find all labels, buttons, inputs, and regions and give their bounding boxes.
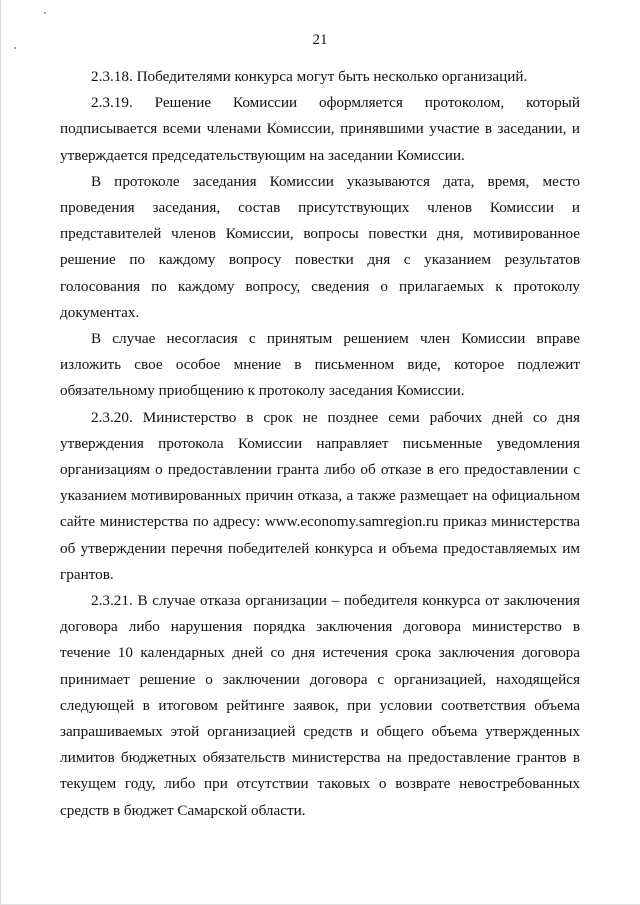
document-body [60,64,580,824]
scan-left-edge [0,0,1,905]
paragraph-2-3-19: 2.3.19. Решение Комиссии оформляется протоколом, который подписывается всеми членами Комиссии, принявшими участие в заседании, и утверждается председательствующим на заседании Комиссии. [60,94,580,164]
paragraph-2-3-21: 2.3.21. В случае отказа организации – победителя конкурса от заключения договора либо нарушения порядка заключения договора министерство в течение 10 календарных дней со дня истечения срока заключения договора принимает решение о заключении договора с организацией, находящейся следующей в итоговом рейтинге заявок, при условии соответствия объема запрашиваемых этой организацией средств и общего объема утвержденных лимитов бюджетных обязательств министерства на предоставление грантов в текущем году, либо при отсутствии таковых о возврате невостребованных средств в бюджет Самарской области. [60,592,580,819]
paragraph-2-3-18: 2.3.18. Победителями конкурса могут быть несколько организаций. [91,68,528,85]
paragraph-2-3-20: 2.3.20. Министерство в срок не позднее семи рабочих дней со дня утверждения протокола Комиссии направляет письменные уведомления организациям о предоставлении гранта либо об отказе в его предоставлении с указанием мотивированных причин отказа, а также размещает на официальном сайте министерства по адресу: www.economy.samregion.ru приказ министерства об утверждении перечня победителей конкурса и объема предоставляемых им грантов. [60,408,580,583]
paragraph-protocol-contents: В протоколе заседания Комиссии указываются дата, время, место проведения заседания, состав присутствующих членов Комиссии и представителей членов Комиссии, вопросы повестки дня, мотивированное решение по каждому вопросу повестки дня с указанием результатов голосования по каждому вопросу, сведения о прилагаемых к протоколу документах. [60,172,580,321]
page-number: 21 [312,32,328,48]
paragraph-dissenting-opinion: В случае несогласия с принятым решением член Комиссии вправе изложить свое особое мнение в письменном виде, которое подлежит обязательному приобщению к протоколу заседания Комиссии. [60,330,580,400]
scan-speck [44,12,46,14]
